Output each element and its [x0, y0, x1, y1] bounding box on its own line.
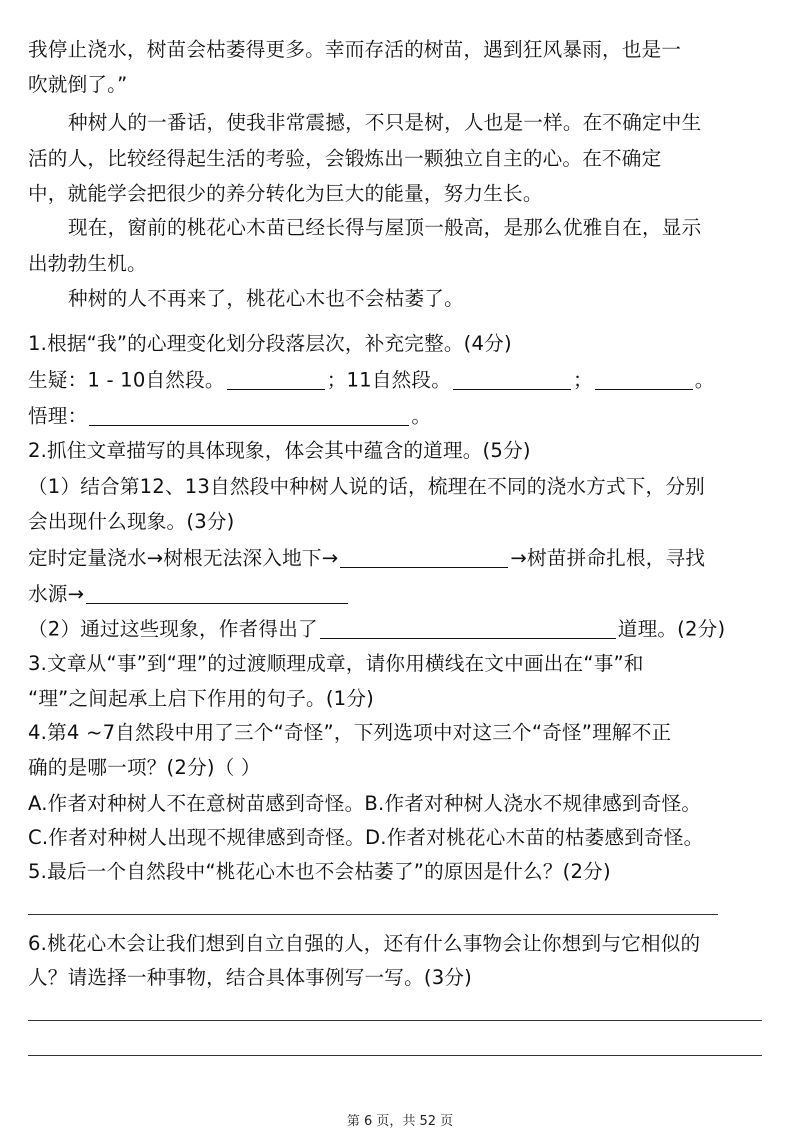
question-1-row-b — [28, 406, 431, 426]
q1-b-prefix: 悟理： — [28, 404, 88, 428]
question-3: 3.文章从“事”到“理”的过渡顺理成章，请你用横线在文中画出在“事”和 — [28, 652, 644, 675]
passage-line: 吹就倒了。” — [28, 73, 128, 96]
q1-b-end: 。 — [411, 404, 432, 428]
answer-line[interactable] — [28, 1020, 762, 1021]
q2-2-suffix: 道理。(2分) — [617, 617, 726, 641]
q1-a-prefix: 生疑：1 - 10自然段。 — [28, 368, 225, 392]
answer-line[interactable] — [28, 914, 718, 915]
question-3: “理”之间起承上启下作用的句子。(1分) — [28, 687, 374, 710]
answer-blank[interactable] — [595, 370, 693, 390]
passage-line: 现在，窗前的桃花心木苗已经长得与屋顶一般高，是那么优雅自在，显示 — [68, 216, 702, 239]
q1-a-sep1: ；11自然段。 — [326, 368, 451, 392]
question-2-part-1: 会出现什么现象。(3分) — [28, 510, 235, 533]
question-2-fill-row — [28, 584, 350, 604]
question-1-row-a — [28, 370, 715, 390]
q1-a-end: 。 — [694, 368, 715, 392]
answer-blank[interactable] — [340, 548, 508, 568]
question-6: 6.桃花心木会让我们想到自立自强的人，还有什么事物会让你想到与它相似的 — [28, 932, 701, 955]
page-number: 第 6 页，共 52 页 — [346, 1114, 454, 1129]
passage-line: 出勃勃生机。 — [28, 252, 147, 275]
passage-line: 活的人，比较经得起生活的考验，会锻炼出一颗独立自主的心。在不确定 — [28, 147, 662, 170]
question-6: 人？请选择一种事物，结合具体事例写一写。(3分) — [28, 966, 473, 989]
answer-blank[interactable] — [453, 370, 571, 390]
question-4-options: C.作者对种树人出现不规律感到奇怪。D.作者对桃花心木苗的枯萎感到奇怪。 — [28, 826, 704, 849]
passage-line: 种树人的一番话，使我非常震撼，不只是树，人也是一样。在不确定中生 — [68, 111, 702, 134]
passage-line: 种树的人不再来了，桃花心木也不会枯萎了。 — [68, 287, 464, 310]
answer-blank[interactable] — [86, 584, 348, 604]
q2-fill-a: 定时定量浇水→树根无法深入地下→ — [28, 546, 339, 570]
question-2-part-1: （1）结合第12、13自然段中种树人说的话，梳理在不同的浇水方式下，分别 — [28, 475, 705, 498]
question-2: 2.抓住文章描写的具体现象，体会其中蕴含的道理。(5分) — [28, 439, 531, 462]
passage-line: 我停止浇水，树苗会枯萎得更多。幸而存活的树苗，遇到狂风暴雨，也是一 — [28, 38, 682, 61]
question-2-fill-row — [28, 548, 705, 568]
question-1: 1.根据“我”的心理变化划分段落层次，补充完整。(4分) — [28, 332, 512, 355]
passage-line: 中，就能学会把很少的养分转化为巨大的能量，努力生长。 — [28, 182, 543, 205]
question-4-options: A.作者对种树人不在意树苗感到奇怪。B.作者对种树人浇水不规律感到奇怪。 — [28, 792, 702, 815]
q2-2-prefix: （2）通过这些现象，作者得出了 — [28, 617, 318, 641]
question-4: 4.第4 ~7自然段中用了三个“奇怪”，下列选项中对这三个“奇怪”理解不正 — [28, 721, 672, 744]
q2-fill-b: →树苗拼命扎根，寻找 — [510, 546, 706, 570]
answer-blank[interactable] — [320, 619, 616, 639]
answer-blank[interactable] — [89, 406, 409, 426]
q2-fill-c: 水源→ — [28, 582, 85, 606]
question-2-part-2 — [28, 619, 725, 639]
answer-line[interactable] — [28, 1055, 762, 1056]
question-4: 确的是哪一项？(2分)（ ） — [28, 756, 261, 779]
question-5: 5.最后一个自然段中“桃花心木也不会枯萎了”的原因是什么？(2分) — [28, 860, 611, 883]
q1-a-sep2: ； — [573, 368, 593, 392]
answer-blank[interactable] — [227, 370, 325, 390]
